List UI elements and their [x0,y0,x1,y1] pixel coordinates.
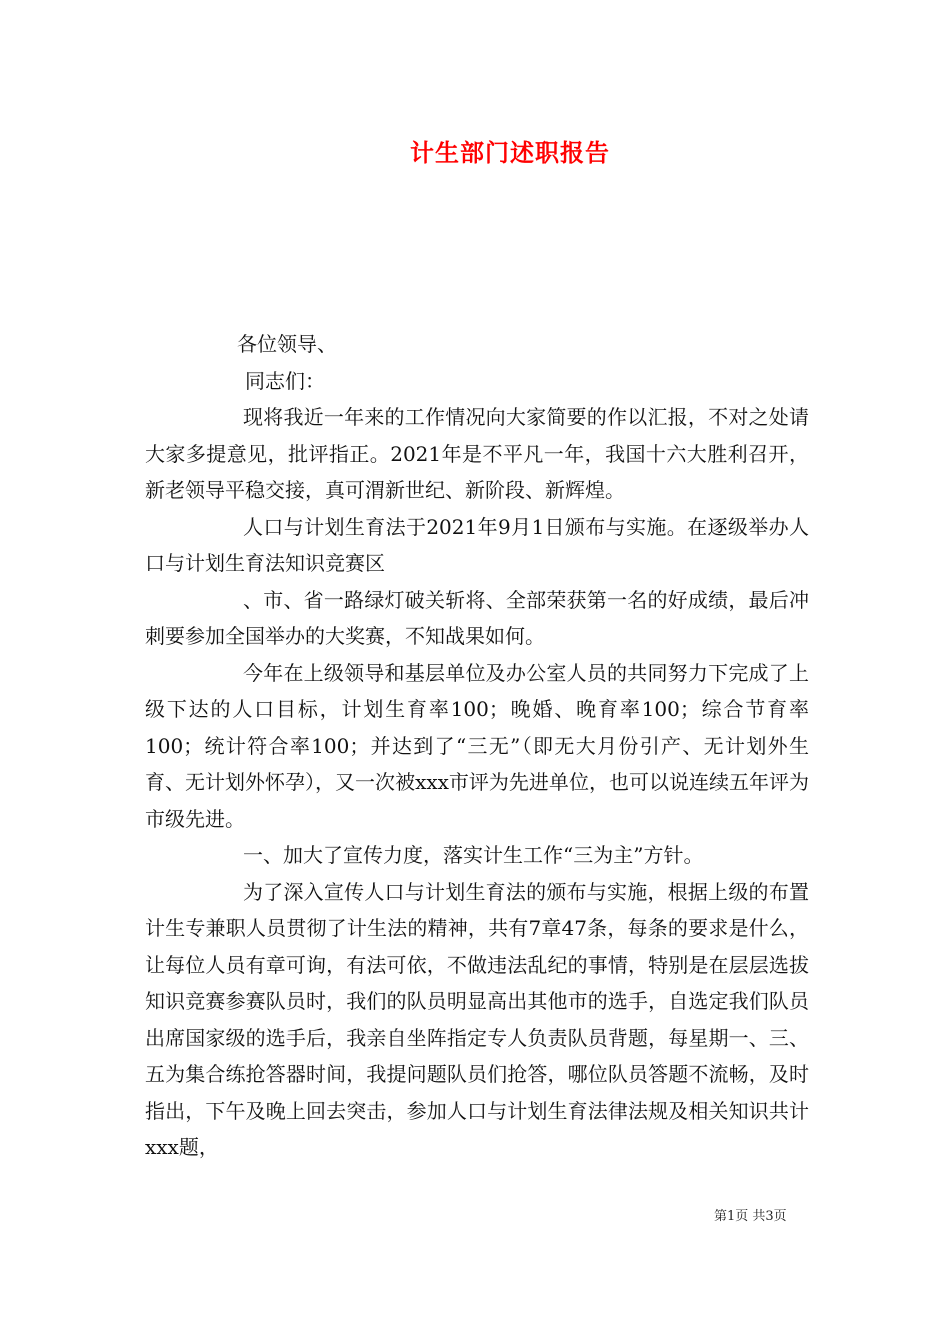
section-heading-1: 一、加大了宣传力度，落实计生工作“三为主”方针。 [243,843,704,867]
paragraph-targets: 今年在上级领导和基层单位及办公室人员的共同努力下完成了上级下达的人口目标，计划生育率100；晚婚、晚育率100；综合节育率100；统计符合率100；并达到了“三无”（即无大月份引产、无计划外生育、无计划外怀孕），又一次被xxx市评为先进单位，也可以说连续五年评为市级先进。 [145,660,809,831]
paragraph-publicity: 为了深入宣传人口与计划生育法的颁布与实施，根据上级的布置计生专兼职人员贯彻了计生法的精神，共有7章47条，每条的要求是什么，让每位人员有章可询，有法可依，不做违法乱纪的事情，特别是在层层选拔知识竞赛参赛队员时，我们的队员明显高出其他市的选手，自选定我们队员出席国家级的选手后，我亲自坐阵指定专人负责队员背题，每星期一、三、五为集合练抢答器时间，我提问题队员们抢答，哪位队员答题不流畅，及时指出，下午及晚上回去突击，参加人口与计划生育法律法规及相关知识共计xxx题， [145,879,809,1159]
paragraph-competition: 、市、省一路绿灯破关斩将、全部荣获第一名的好成绩，最后冲刺要参加全国举办的大奖赛，不知战果如何。 [145,587,809,648]
salutation-comrades: 同志们： [245,368,325,393]
paragraph-intro: 现将我近一年来的工作情况向大家简要的作以汇报，不对之处请大家多提意见，批评指正。2021年是不平凡一年，我国十六大胜利召开，新老领导平稳交接，真可渭新世纪、新阶段、新辉煌。 [145,405,809,502]
document-title: 计生部门述职报告 [410,138,610,167]
document-body [145,326,809,1166]
page-number: 第1页 共3页 [714,1209,787,1224]
paragraph-law: 人口与计划生育法于2021年9月1日颁布与实施。在逐级举办人口与计划生育法知识竞赛区 [145,514,809,575]
salutation-leaders: 各位领导、 [237,332,337,356]
